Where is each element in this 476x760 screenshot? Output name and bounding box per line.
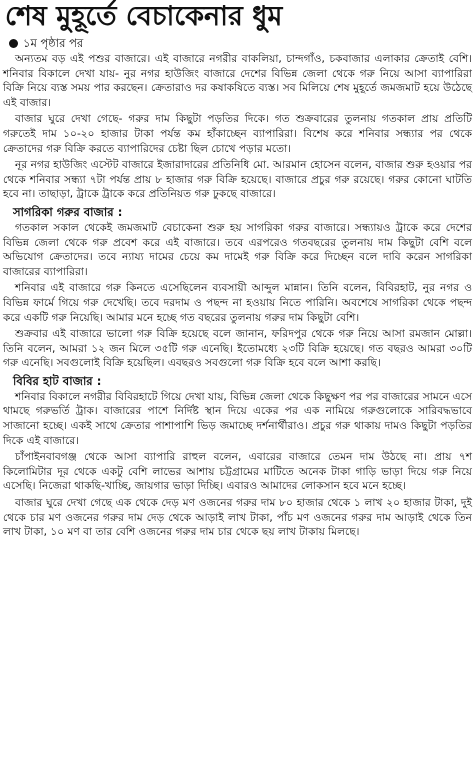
article-paragraph: শুক্রবার এই বাজারে ভালো গরু বিক্রি হয়েছে বলে জানান, ফরিদপুর থেকে গরু নিয়ে আসা রমজান মোল্লা। তিনি বলেন, আমরা ১২ জন মিলে ৩৫টি গরু এনেছি। ইতোমধ্যে ২৩টি বিক্রি হয়েছে। গত বছরও আমরা ৩০টি গরু এনেছি। সবগুলোই বিক্রি হয়েছিল। এবছরও সবগুলো গরু বিক্রি হবে বলে আশা করছি। — [3, 328, 472, 370]
article-paragraph: চাঁপাইনবাবগঞ্জ থেকে আসা ব্যাপারি রাহুল বলেন, এবারের বাজারে তেমন দাম উঠছে না। প্রায় ৭শ কিলোমিটার দূর থেকে একটু বেশি লাভের আশায় চট্টগ্রামের মাটিতে অনেক টাকা গাড়ি ভাড়া দিয়ে গরু নিয়ে এসেছি। নিজেরা থাকছি-খাচ্ছি, জায়গার ভাড়া দিচ্ছি। এবারও আমাদের লোকসান হবে মনে হচ্ছে। — [3, 451, 472, 493]
article-paragraph: বাজার ঘুরে দেখা গেছে- গরুর দাম কিছুটা পড়তির দিকে। গত শুক্রবারের তুলনায় গতকাল প্রায় প্রতিটি গরুতেই দাম ১০-২০ হাজার টাকা পর্যন্ত কম হাঁকাচ্ছেন ব্যাপারিরা। বিশেষ করে শনিবার সন্ধ্যার পর থেকে ক্রেতাদের গরু বিক্রি করতে ব্যাপারিদের চেষ্টা ছিল চোখে পড়ার মতো। — [3, 113, 472, 155]
article-paragraph: শনিবার বিকালে নগরীর বিবিরহাটে গিয়ে দেখা যায়, বিভিন্ন জেলা থেকে কিছুক্ষণ পর পর বাজারের সামনে এসে থামছে গরুভর্তি ট্রাক। বাজারের পাশে নির্দিষ্ট স্থান দিয়ে একের পর এক নামিয়ে গরুগুলোকে সারিবদ্ধভাবে সাজানো হচ্ছে। একই সাথে ক্রেতার পাশাপাশি ভিড় জমাচ্ছে দর্শনার্থীরাও। প্রচুর গরু থাকায় দামও কিছুটা পড়তির দিকে এই বাজারে। — [3, 390, 472, 447]
bullet-icon — [9, 39, 18, 48]
continued-label: ১ম পৃষ্ঠার পর — [23, 36, 84, 50]
article-paragraph: শনিবার এই বাজারে গরু কিনতে এসেছিলেন ব্যবসায়ী আব্দুল মান্নান। তিনি বলেন, বিবিরহাট, নুর নগর ও বিভিন্ন ফার্মে গিয়ে গরু দেখেছি। তবে দরদাম ও পছন্দ না হওয়ায় নিতে পারিনি। অবশেষে সাগরিকা থেকে পছন্দ করে একটি গরু নিয়েছি। আমার মনে হচ্ছে গত বছরের তুলনায় গরুর দাম কিছুটা বেশি। — [3, 282, 472, 324]
section-heading-sagarika: সাগরিকা গরুর বাজার : — [13, 204, 123, 219]
article-paragraph: অন্যতম বড় এই পশুর বাজারে। এই বাজারে নগরীর বাকলিয়া, চান্দগাঁও, চকবাজার এলাকার ক্রেতাই বেশি। শনিবার বিকালে দেখা যায়- নুর নগর হাউজিং বাজারে দেশের বিভিন্ন জেলা থেকে গরু নিয়ে আসা ব্যাপারিরা বিক্রি নিয়ে ব্যস্ত সময় পার করছেন। ক্রেতারাও দর কষাকষিতে ব্যস্ত। সব মিলিয়ে শেষ মুহূর্তে জমজমাট হয়ে উঠেছে এই বাজার। — [3, 53, 472, 109]
article-paragraph: বাজার ঘুরে দেখা গেছে এক থেকে দেড় মণ ওজনের গরুর দাম ৮০ হাজার থেকে ১ লাখ ২০ হাজার টাকা, দুই থেকে চার মণ ওজনের গরুর দাম দেড় থেকে আড়াই লাখ টাকা, পাঁচ মণ ওজনের গরুর দাম আড়াই থেকে তিন লাখ টাকা, ১০ মণ বা তার বেশি ওজনের গরুর দাম চার থেকে ছয় লাখ টাকায় মিলছে। — [3, 497, 472, 539]
article-paragraph: নূর নগর হাউজিং এস্টেট বাজারে ইজারাদারের প্রতিনিধি মো. আরমান হোসেন বলেন, বাজার শুরু হওয়ার পর থেকে শনিবার সন্ধ্যা ৭টা পর্যন্ত প্রায় ৮ হাজার গরু বিক্রি হয়েছে। বাজারে প্রচুর গরু রয়েছে। গরুর কোনো ঘাটতি হবে না। তাছাড়া, ট্রাকে ট্রাকে করে প্রতিনিয়ত গরু ঢুকছে বাজারে। — [3, 159, 472, 201]
continued-from-page — [9, 36, 472, 50]
section-heading-bibirhat: বিবির হাট বাজার : — [13, 373, 102, 388]
article-headline: শেষ মুহূর্তে বেচাকেনার ধুম — [5, 1, 283, 32]
article-paragraph: গতকাল সকাল থেকেই জমজমাট বেচাকেনা শুরু হয় সাগরিকা গরুর বাজারে। সন্ধ্যায়ও ট্রাকে করে দেশের বিভিন্ন জেলা থেকে গরু প্রবেশ করে এই বাজারে। তবে এরপরেও গতবছরের তুলনায় দাম কিছুটা বেশি বলে অভিযোগ ক্রেতাদের। তবে ন্যায্য দামের চেয়ে কম দামেই গরু বিক্রি করে দিচ্ছেন বলে দাবি করেন সাগরিকা বাজারের ব্যাপারিরা। — [3, 221, 472, 278]
